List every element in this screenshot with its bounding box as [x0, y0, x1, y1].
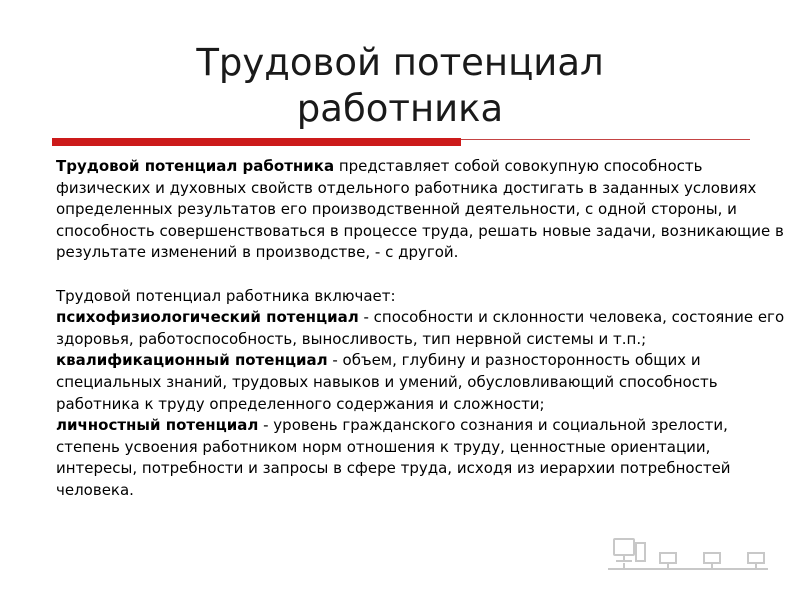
definition-text: представляет собой совокупную способность физических и духовных свойств отдельного работника достигать в заданных условиях определенных результатов его производственной деятельности, с одной стороны, и способность совершенствоваться в процессе труда, решать новые задачи, возникающие в результате изменений в производстве, - с другой. [56, 157, 784, 262]
list-item-term: квалификационный потенциал [56, 351, 328, 370]
list-item-term: психофизиологический потенциал [56, 308, 359, 327]
list-item-qualification [56, 350, 796, 415]
computer-network-icon [608, 533, 768, 577]
list-item-text: - способности и склонности человека, состояние его здоровья, работоспособность, выносливость, тип нервной системы и т.п.; [56, 308, 785, 348]
title-underline-thick [52, 138, 461, 146]
list-item-psychophysiological [56, 307, 796, 350]
list-item-personal [56, 415, 796, 501]
title-underline-thin [461, 139, 750, 140]
includes-intro: Трудовой потенциал работника включает: [56, 286, 396, 305]
slide-title [0, 40, 800, 132]
list-item-text: - объем, глубину и разносторонность общих и специальных знаний, трудовых навыков и умений, обусловливающий способность работника к труду определенного содержания и сложности; [56, 351, 718, 413]
list-item-term: личностный потенциал [56, 416, 259, 435]
definition-paragraph [56, 156, 796, 264]
paragraph-spacer [56, 264, 796, 286]
list-item-text: - уровень гражданского сознания и социальной зрелости, степень усвоения работником норм отношения к труду, ценностные ориентации, интересы, потребности и запросы в сфере труда, исходя из иерархии потребностей человека. [56, 416, 731, 499]
slide-title-line-1: Трудовой потенциал [196, 41, 604, 84]
slide-title-line-2: работника [296, 87, 504, 130]
slide-body [56, 156, 796, 502]
definition-term: Трудовой потенциал работника [56, 157, 335, 175]
